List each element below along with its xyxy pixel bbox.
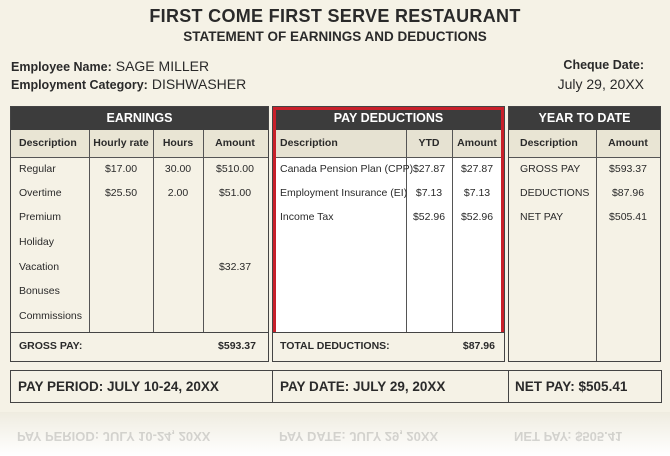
- employment-category: DISHWASHER: [151, 76, 247, 92]
- earnings-title: EARNINGS: [11, 107, 268, 130]
- deductions-panel: PAY DEDUCTIONS Description YTD Amount Canada Pension Plan (CPP) $27.87 $27.87 Employment Insurance (EI) $7.13 $7.13 Income Tax $52.96 $52.96: [272, 106, 505, 334]
- pay-summary-bar: [10, 370, 662, 403]
- earnings-header-amount: Amount: [215, 137, 255, 149]
- earnings-header-rate: Hourly rate: [93, 137, 149, 149]
- total-deductions-row: [272, 332, 505, 362]
- pay-date: [280, 371, 445, 402]
- gross-pay-label: GROSS PAY:: [19, 340, 83, 352]
- earnings-header-hours: Hours: [162, 137, 194, 149]
- deductions-header-description: Description: [280, 137, 338, 149]
- net-pay-label: NET PAY:: [515, 379, 575, 394]
- reflection-pay-date: PAY DATE: JULY 29, 20XX: [279, 429, 439, 444]
- reflection-pay-period: PAY PERIOD: JULY 10-24, 20XX: [17, 429, 211, 444]
- pay-period-value: JULY 10-24, 20XX: [107, 379, 219, 394]
- gross-pay-value: $593.37: [218, 340, 256, 352]
- restaurant-title: FIRST COME FIRST SERVE RESTAURANT: [149, 6, 521, 26]
- footer-reflection: [0, 412, 670, 456]
- pay-date-value: JULY 29, 20XX: [353, 379, 446, 394]
- total-deductions-value: $87.96: [462, 340, 495, 352]
- employment-category-row: [11, 76, 246, 92]
- cheque-date: July 29, 20XX: [557, 76, 644, 92]
- ytd-panel: YEAR TO DATE Description Amount GROSS PAY $593.37 DEDUCTIONS $87.96 NET PAY $505.41: [508, 106, 661, 362]
- employee-name-label: Employee Name:: [11, 60, 112, 74]
- net-pay-value: $505.41: [578, 379, 628, 394]
- deductions-title: PAY DEDUCTIONS: [273, 107, 504, 130]
- pay-date-label: PAY DATE:: [280, 379, 350, 394]
- pay-period: [18, 371, 219, 402]
- earnings-header-description: Description: [19, 137, 77, 149]
- net-pay: [515, 371, 627, 402]
- ytd-title: YEAR TO DATE: [509, 107, 660, 130]
- gross-pay-row: [10, 332, 269, 362]
- ytd-header-amount: Amount: [608, 137, 648, 149]
- cheque-date-label: Cheque Date:: [563, 58, 644, 72]
- employment-category-label: Employment Category:: [11, 78, 148, 92]
- statement-subtitle: STATEMENT OF EARNINGS AND DEDUCTIONS: [183, 29, 487, 44]
- ytd-header-description: Description: [520, 137, 578, 149]
- total-deductions-label: TOTAL DEDUCTIONS:: [280, 340, 390, 352]
- deductions-header-amount: Amount: [457, 137, 497, 149]
- employee-name-row: [11, 58, 209, 74]
- earnings-panel: EARNINGS Description Hourly rate Hours Amount Regular $17.00 30.00 $510.00 Overtime $25.50 2.00 $51.00 Premium Holiday Vacation $32.37 Bonuses Commissions: [10, 106, 269, 334]
- reflection-net-pay: NET PAY: $505.41: [514, 429, 623, 444]
- pay-period-label: PAY PERIOD:: [18, 379, 104, 394]
- employee-name: SAGE MILLER: [115, 58, 210, 74]
- deductions-header-ytd: YTD: [418, 137, 440, 149]
